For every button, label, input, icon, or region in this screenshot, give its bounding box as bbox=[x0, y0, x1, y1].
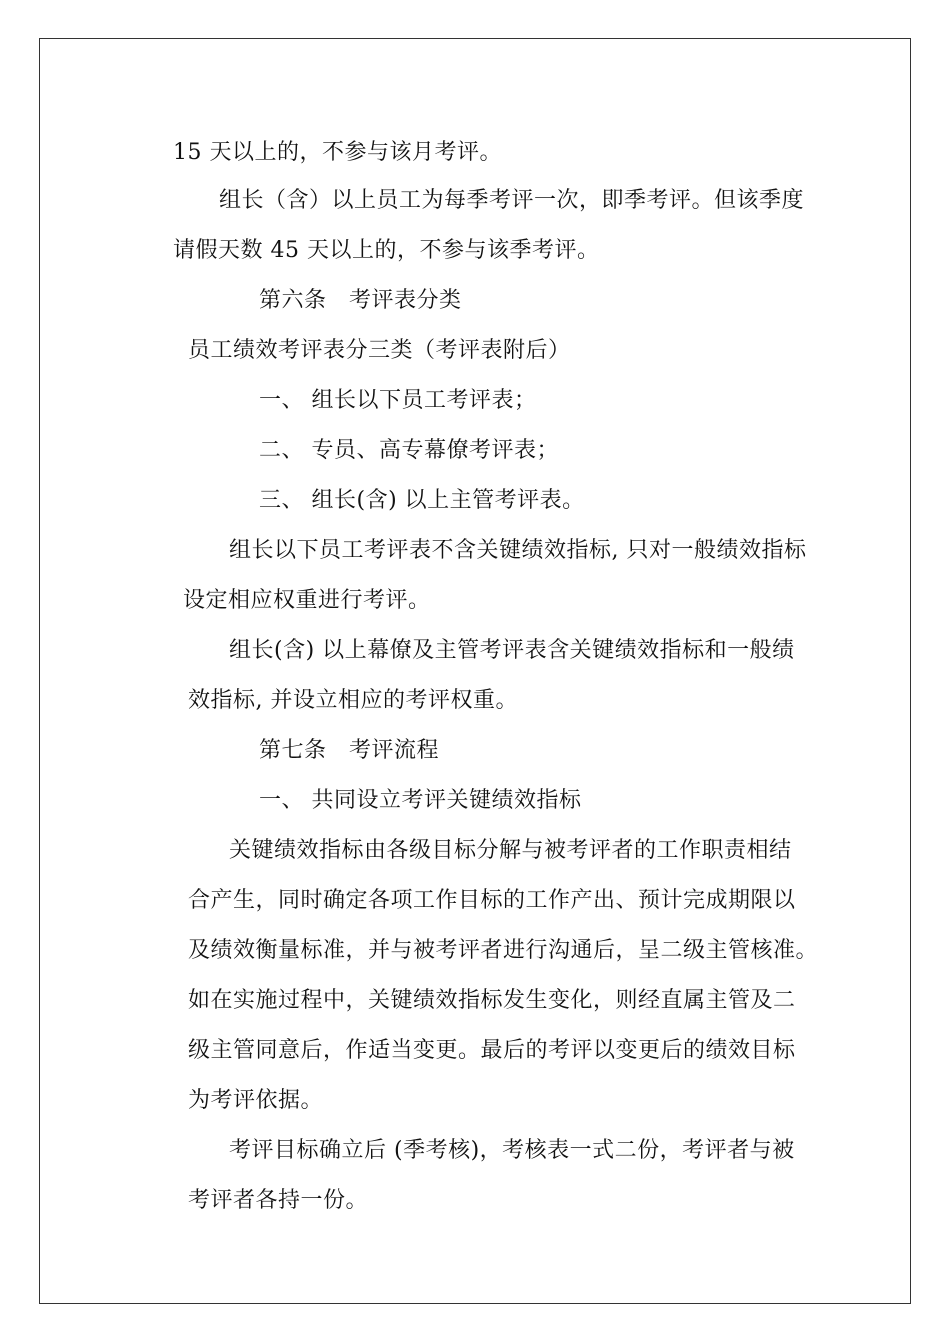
text-line: 如在实施过程中，关键绩效指标发生变化，则经直属主管及二 bbox=[188, 988, 796, 1013]
list-item: 二、 专员、高专幕僚考评表； bbox=[259, 438, 559, 463]
text-line: 关键绩效指标由各级目标分解与被考评者的工作职责相结 bbox=[229, 838, 792, 863]
text-line: 15 天以上的，不参与该月考评。 bbox=[173, 140, 502, 165]
text-line: 请假天数 45 天以上的，不参与该季考评。 bbox=[173, 238, 600, 263]
text-line: 考评目标确立后 (季考核)，考核表一式二份，考评者与被 bbox=[229, 1138, 795, 1163]
section-heading: 第六条 考评表分类 bbox=[259, 288, 462, 313]
text-line: 合产生，同时确定各项工作目标的工作产出、预计完成期限以 bbox=[188, 888, 796, 913]
text-line: 考评者各持一份。 bbox=[188, 1188, 369, 1213]
text-line: 组长（含）以上员工为每季考评一次，即季考评。但该季度 bbox=[219, 188, 805, 213]
text-line: 组长以下员工考评表不含关键绩效指标, 只对一般绩效指标 bbox=[229, 538, 807, 563]
text-line: 效指标, 并设立相应的考评权重。 bbox=[188, 688, 518, 713]
list-item: 一、 共同设立考评关键绩效指标 bbox=[259, 788, 582, 813]
list-item: 三、 组长(含) 以上主管考评表。 bbox=[259, 488, 585, 513]
text-line: 设定相应权重进行考评。 bbox=[183, 588, 431, 613]
text-line: 级主管同意后，作适当变更。最后的考评以变更后的绩效目标 bbox=[188, 1038, 796, 1063]
text-line: 组长(含) 以上幕僚及主管考评表含关键绩效指标和一般绩 bbox=[229, 638, 795, 663]
text-line: 为考评依据。 bbox=[188, 1088, 324, 1113]
page-border bbox=[39, 38, 911, 1304]
section-heading: 第七条 考评流程 bbox=[259, 738, 440, 763]
text-line: 员工绩效考评表分三类（考评表附后） bbox=[188, 338, 571, 363]
text-line: 及绩效衡量标准，并与被考评者进行沟通后，呈二级主管核准。 bbox=[188, 938, 819, 963]
list-item: 一、 组长以下员工考评表； bbox=[259, 388, 537, 413]
